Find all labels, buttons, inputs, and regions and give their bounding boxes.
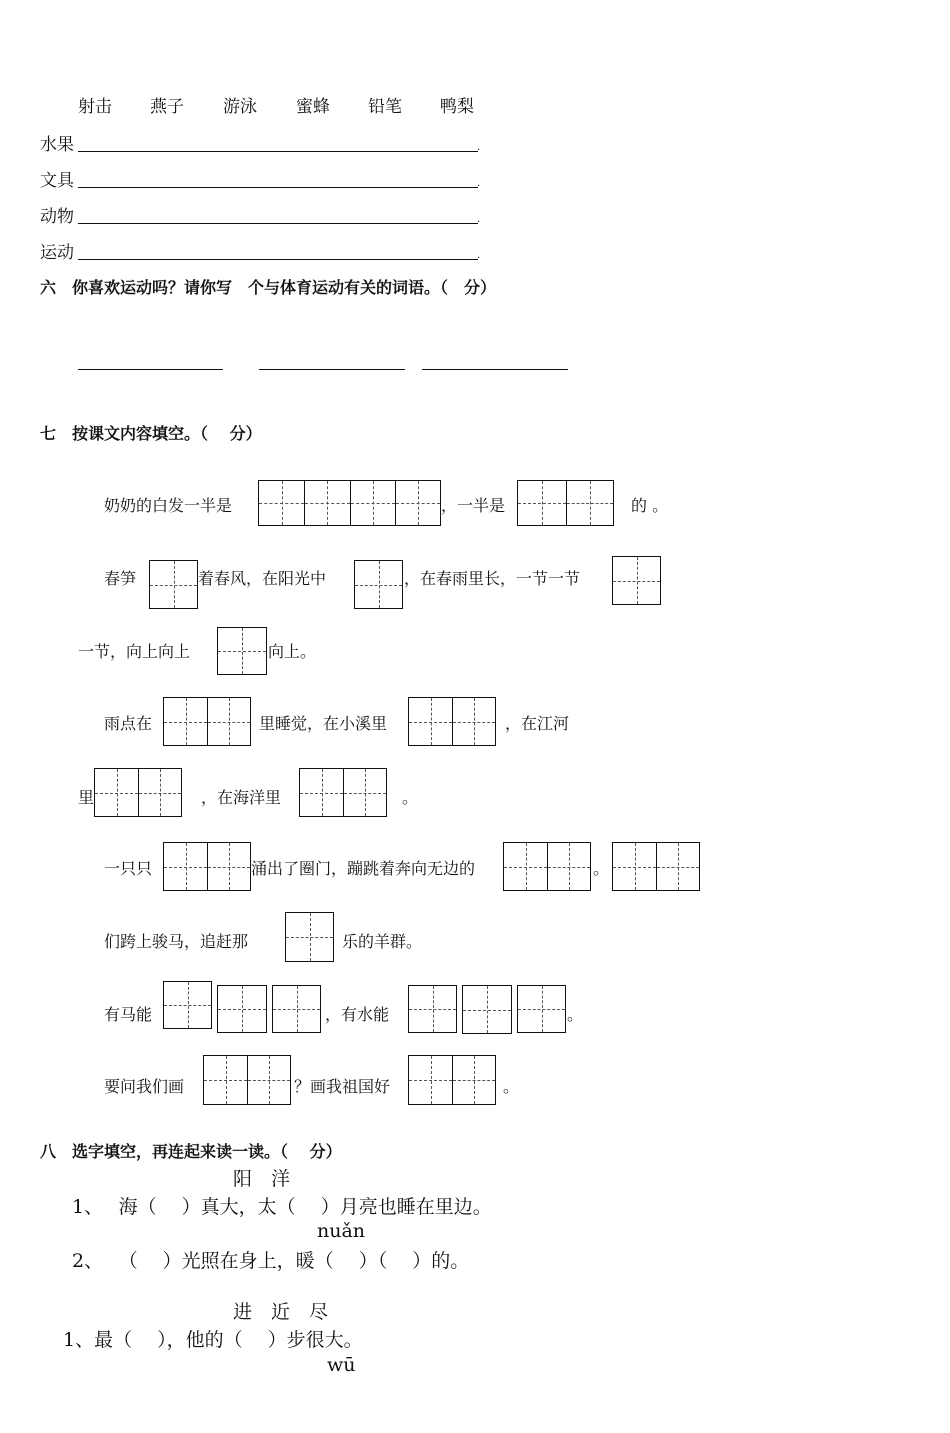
answer-line[interactable] xyxy=(78,187,478,188)
pinyin: wū xyxy=(327,1354,356,1376)
fill-text: 一节，向上向上 xyxy=(78,642,191,661)
word-bank-item: 游泳 xyxy=(223,97,257,117)
writing-grid[interactable] xyxy=(258,480,441,526)
writing-grid[interactable] xyxy=(408,697,496,746)
writing-grid[interactable] xyxy=(503,842,591,891)
fill-text: 里睡觉，在小溪里 xyxy=(259,714,388,733)
fill-text: ，在江河 xyxy=(505,714,570,733)
line-end-mark: . xyxy=(477,214,481,225)
answer-line[interactable] xyxy=(78,223,478,224)
answer-line[interactable] xyxy=(78,369,223,370)
line-end-mark: . xyxy=(477,178,481,189)
fill-text: 。 xyxy=(402,788,419,807)
fill-text: 。 xyxy=(593,859,610,878)
answer-line[interactable] xyxy=(259,369,405,370)
fill-text: ，在春雨里长，一节一节 xyxy=(404,569,581,588)
answer-line[interactable] xyxy=(78,259,478,260)
sentence: 1、最（ ），他的（ ）步很大。 xyxy=(63,1329,363,1351)
writing-grid[interactable] xyxy=(285,912,334,962)
fill-text: 。 xyxy=(503,1077,520,1096)
fill-text: 雨点在 xyxy=(104,714,153,733)
fill-text: 们跨上骏马，追赶那 xyxy=(104,932,249,951)
writing-grid[interactable] xyxy=(612,556,661,605)
word-bank-item: 燕子 xyxy=(150,97,184,117)
fill-text: ？画我祖国好 xyxy=(294,1077,391,1096)
writing-grid[interactable] xyxy=(149,560,198,609)
writing-grid[interactable] xyxy=(272,985,321,1033)
writing-grid[interactable] xyxy=(217,985,267,1033)
fill-text: 一只只 xyxy=(104,859,153,878)
fill-text: 里 xyxy=(78,788,95,807)
writing-grid[interactable] xyxy=(612,842,700,891)
writing-grid[interactable] xyxy=(94,768,182,817)
fill-text: 乐的羊群。 xyxy=(342,932,423,951)
sentence: 1、 海（ ）真大，太（ ）月亮也睡在里边。 xyxy=(72,1196,492,1218)
pinyin: nuǎn xyxy=(317,1220,366,1242)
writing-grid[interactable] xyxy=(408,985,457,1033)
writing-grid[interactable] xyxy=(299,768,387,817)
category-label: 水果 xyxy=(40,135,74,155)
fill-text: ，在海洋里 xyxy=(201,788,282,807)
writing-grid[interactable] xyxy=(163,981,212,1029)
writing-grid[interactable] xyxy=(354,560,403,609)
answer-line[interactable] xyxy=(78,151,478,152)
word-bank-item: 铅笔 xyxy=(368,97,402,117)
fill-text: 。 xyxy=(567,1005,584,1024)
fill-text: 涌出了圈门，蹦跳着奔向无边的 xyxy=(251,859,476,878)
category-label: 运动 xyxy=(40,243,74,263)
choice-characters: 进 近 尽 xyxy=(233,1301,329,1323)
writing-grid[interactable] xyxy=(517,480,614,526)
fill-text: 有马能 xyxy=(104,1005,153,1024)
answer-line[interactable] xyxy=(422,369,568,370)
fill-text: 春笋 xyxy=(104,569,137,588)
question-8-title: 八 选字填空，再连起来读一读。（ 分） xyxy=(40,1142,342,1161)
writing-grid[interactable] xyxy=(408,1055,496,1105)
fill-text: 奶奶的白发一半是 xyxy=(104,496,233,515)
fill-text: ，一半是 xyxy=(441,496,506,515)
writing-grid[interactable] xyxy=(163,842,251,891)
writing-grid[interactable] xyxy=(517,985,566,1033)
writing-grid[interactable] xyxy=(203,1055,291,1105)
writing-grid[interactable] xyxy=(163,697,251,746)
word-bank-item: 射击 xyxy=(78,97,112,117)
category-label: 动物 xyxy=(40,207,74,227)
sentence: 2、 （ ）光照在身上，暖（ ）（ ）的。 xyxy=(72,1250,470,1272)
writing-grid[interactable] xyxy=(462,985,512,1034)
fill-text: 向上。 xyxy=(268,642,317,661)
word-bank-item: 蜜蜂 xyxy=(296,97,330,117)
line-end-mark: . xyxy=(477,250,481,261)
fill-text: 着春风，在阳光中 xyxy=(198,569,327,588)
fill-text: 的 。 xyxy=(631,496,669,515)
line-end-mark: . xyxy=(477,142,481,153)
question-6-title: 六 你喜欢运动吗？请你写 个与体育运动有关的词语。（ 分） xyxy=(40,278,497,297)
fill-text: 要问我们画 xyxy=(104,1077,185,1096)
writing-grid[interactable] xyxy=(217,627,267,675)
choice-characters: 阳 洋 xyxy=(233,1168,291,1190)
question-7-title: 七 按课文内容填空。（ 分） xyxy=(40,424,262,443)
word-bank-item: 鸭梨 xyxy=(440,97,474,117)
fill-text: ，有水能 xyxy=(325,1005,390,1024)
category-label: 文具 xyxy=(40,171,74,191)
